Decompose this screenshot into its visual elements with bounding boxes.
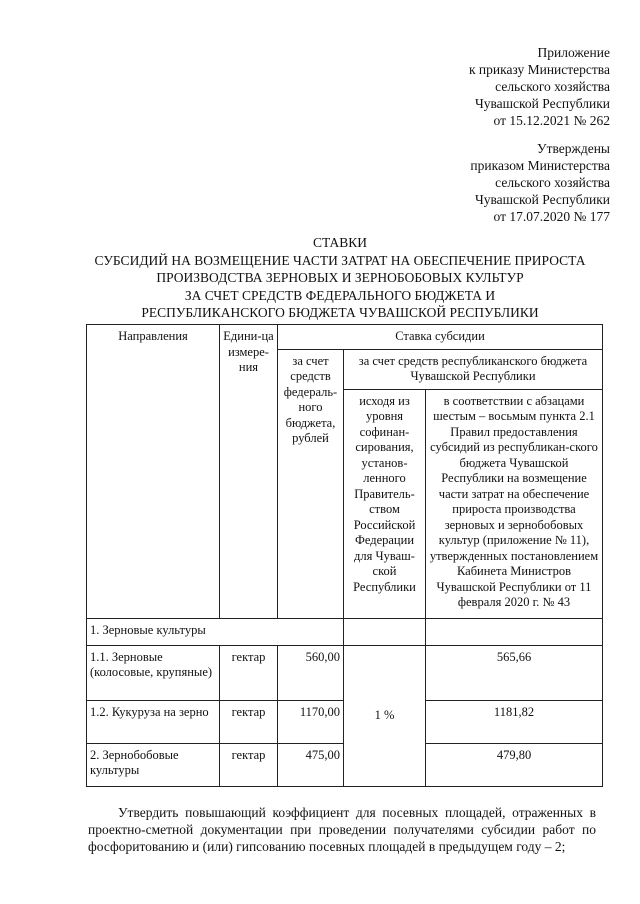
empty-cell <box>426 618 603 645</box>
section-label: 1. Зерновые культуры <box>87 618 344 645</box>
appendix-line: Приложение <box>537 45 610 60</box>
approved-line: Чувашской Республики <box>474 192 610 207</box>
title-line: СТАВКИ <box>312 235 368 250</box>
row-unit: гектар <box>220 645 278 700</box>
approved-block <box>470 140 610 225</box>
row-republic: 1181,82 <box>426 700 603 743</box>
header-unit: Едини-ца измере-ния <box>220 325 278 619</box>
header-cofinancing: исходя из уровня софинан-сирования, установ-ленного Правитель-ством Российской Федерации для Чуваш-ской Республики <box>344 389 426 618</box>
title-line: СУБСИДИЙ НА ВОЗМЕЩЕНИЕ ЧАСТИ ЗАТРАТ НА ОБЕСПЕЧЕНИЕ ПРИРОСТА <box>94 252 586 268</box>
table-row <box>87 618 603 645</box>
row-name: 1.1. Зерновые (колосовые, крупяные) <box>87 645 220 700</box>
appendix-block <box>469 44 610 129</box>
row-republic: 479,80 <box>426 743 603 786</box>
title-line: ЗА СЧЕТ СРЕДСТВ ФЕДЕРАЛЬНОГО БЮДЖЕТА И <box>184 287 496 303</box>
approved-line: Утверждены <box>537 141 610 156</box>
cofinancing-value: 1 % <box>344 645 426 786</box>
row-federal: 560,00 <box>278 645 344 700</box>
row-federal: 475,00 <box>278 743 344 786</box>
header-rate: Ставка субсидии <box>278 325 603 350</box>
header-direction: Направления <box>87 325 220 619</box>
empty-cell <box>344 618 426 645</box>
document-title <box>60 234 620 322</box>
row-unit: гектар <box>220 743 278 786</box>
title-line: ПРОИЗВОДСТВА ЗЕРНОВЫХ И ЗЕРНОБОБОВЫХ КУЛЬТУР <box>156 270 524 285</box>
approved-line: приказом Министерства <box>470 158 610 173</box>
approved-line: сельского хозяйства <box>495 175 610 190</box>
header-republic: за счет средств республиканского бюджета Чувашской Республики <box>344 349 603 389</box>
footer-paragraph <box>88 804 596 855</box>
header-federal: за счет средств федераль-ного бюджета, рублей <box>278 349 344 618</box>
row-republic: 565,66 <box>426 645 603 700</box>
row-unit: гектар <box>220 700 278 743</box>
appendix-line: от 15.12.2021 № 262 <box>493 113 610 128</box>
row-name: 2. Зернобобовые культуры <box>87 743 220 786</box>
subsidy-rates-table <box>86 324 603 787</box>
row-federal: 1170,00 <box>278 700 344 743</box>
table-row <box>87 645 603 700</box>
appendix-line: к приказу Министерства <box>468 62 610 77</box>
header-rules: в соответствии с абзацами шестым – восьмым пункта 2.1 Правил предоставления субсидий из республикан-ского бюджета Чувашской Республики на возмещение части затрат на обеспечение прироста производства зерновых и зернобобовых культур (приложение № 11), утвержденных постановлением Кабинета Министров Чувашской Республики от 11 февраля 2020 г. № 43 <box>426 389 603 618</box>
title-line: РЕСПУБЛИКАНСКОГО БЮДЖЕТА ЧУВАШСКОЙ РЕСПУБЛИКИ <box>141 305 539 320</box>
appendix-line: Чувашской Республики <box>474 96 610 111</box>
appendix-line: сельского хозяйства <box>495 79 610 94</box>
approved-line: от 17.07.2020 № 177 <box>493 209 610 224</box>
footer-text: Утвердить повышающий коэффициент для посевных площадей, отраженных в проектно-сметной документации при проведении получателями субсидии работ по фосфоритованию и (или) гипсованию посевных площадей в предыдущем году – 2; <box>88 805 596 854</box>
row-name: 1.2. Кукуруза на зерно <box>87 700 220 743</box>
